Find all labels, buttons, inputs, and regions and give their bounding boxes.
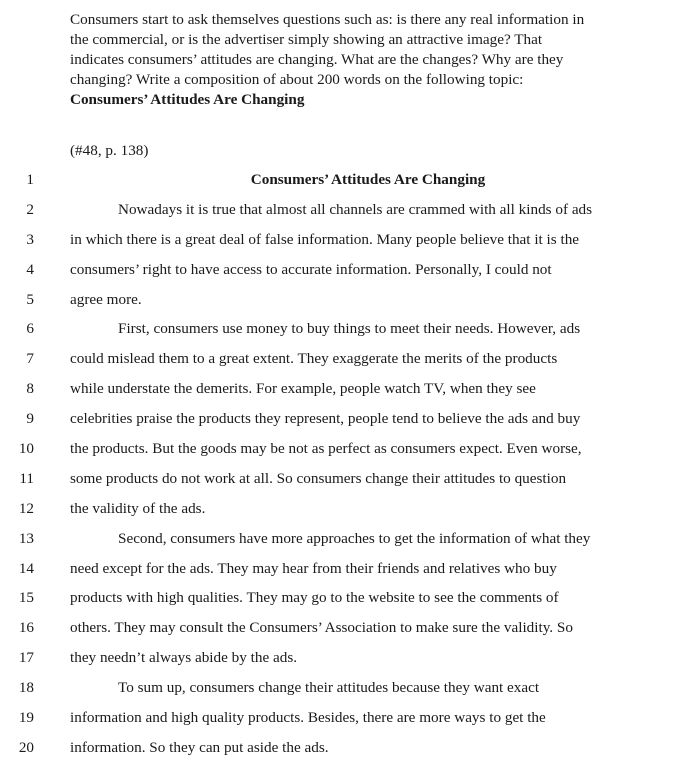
line-text: products with high qualities. They may go to the website to see the comments of xyxy=(70,589,559,607)
line-number: 16 xyxy=(18,619,34,637)
prompt-line: Consumers start to ask themselves questions such as: is there any real information in xyxy=(70,11,585,28)
line-text: some products do not work at all. So consumers change their attitudes to question xyxy=(70,469,567,487)
prompt-topic: Consumers’ Attitudes Are Changing xyxy=(70,91,305,108)
line-number: 1 xyxy=(26,171,34,188)
line-text: Nowadays it is true that almost all channels are crammed with all kinds of ads xyxy=(118,200,593,218)
source-reference: (#48, p. 138) xyxy=(70,142,149,159)
line-number: 8 xyxy=(26,380,34,398)
line-number: 17 xyxy=(18,649,34,667)
line-number: 5 xyxy=(26,290,34,308)
essay-line xyxy=(0,405,676,435)
line-text: Second, consumers have more approaches to get the information of what they xyxy=(118,529,591,547)
line-number: 11 xyxy=(19,469,34,487)
essay-line xyxy=(0,315,676,345)
essay-line xyxy=(0,644,676,674)
essay-line xyxy=(0,495,676,525)
essay-line xyxy=(0,435,676,465)
line-text: others. They may consult the Consumers’ Association to make sure the validity. So xyxy=(70,619,573,637)
line-number: 6 xyxy=(26,320,34,338)
essay-line xyxy=(0,704,676,734)
essay-line xyxy=(0,375,676,405)
line-text: consumers’ right to have access to accurate information. Personally, I could not xyxy=(70,260,552,278)
line-number: 2 xyxy=(26,200,34,218)
essay-line xyxy=(0,525,676,555)
essay-line xyxy=(0,345,676,375)
line-number: 15 xyxy=(18,589,34,607)
line-text: in which there is a great deal of false information. Many people believe that it is the xyxy=(70,230,580,248)
line-number: 9 xyxy=(26,410,34,428)
prompt-line: indicates consumers’ attitudes are changing. What are the changes? Why are they xyxy=(70,51,564,68)
essay-line xyxy=(0,555,676,585)
essay-line xyxy=(0,465,676,495)
line-text: the products. But the goods may be not as perfect as consumers expect. Even worse, xyxy=(70,440,582,458)
essay-line xyxy=(0,196,676,226)
line-text: To sum up, consumers change their attitudes because they want exact xyxy=(118,679,540,697)
line-text: could mislead them to a great extent. They exaggerate the merits of the products xyxy=(70,350,558,368)
essay-line xyxy=(0,226,676,256)
line-number: 10 xyxy=(18,440,34,458)
essay-line xyxy=(0,286,676,316)
line-number: 14 xyxy=(18,559,34,577)
line-text: they needn’t always abide by the ads. xyxy=(70,649,298,667)
essay-line xyxy=(0,584,676,614)
line-text: while understate the demerits. For example, people watch TV, when they see xyxy=(70,380,536,398)
line-number: 18 xyxy=(18,679,34,697)
essay-line xyxy=(0,734,676,764)
essay-line xyxy=(0,166,676,196)
prompt-line: changing? Write a composition of about 200 words on the following topic: xyxy=(70,71,524,88)
line-text: agree more. xyxy=(70,290,142,308)
line-number: 19 xyxy=(18,709,34,727)
line-number: 12 xyxy=(18,499,34,517)
prompt-line: the commercial, or is the advertiser simply showing an attractive image? That xyxy=(70,31,543,48)
line-number: 20 xyxy=(18,738,34,756)
line-text: need except for the ads. They may hear from their friends and relatives who buy xyxy=(70,559,557,577)
line-number: 13 xyxy=(18,529,34,547)
essay-line xyxy=(0,674,676,704)
essay-line xyxy=(0,256,676,286)
line-number: 4 xyxy=(26,260,34,278)
essay-line xyxy=(0,614,676,644)
line-text: celebrities praise the products they represent, people tend to believe the ads and buy xyxy=(70,410,581,428)
essay-title: Consumers’ Attitudes Are Changing xyxy=(250,171,486,188)
writing-prompt xyxy=(70,10,670,110)
line-text: First, consumers use money to buy things to meet their needs. However, ads xyxy=(118,320,581,338)
line-text: information and high quality products. Besides, there are more ways to get the xyxy=(70,709,546,727)
line-text: information. So they can put aside the ads. xyxy=(70,738,329,756)
line-text: the validity of the ads. xyxy=(70,499,206,517)
line-number: 3 xyxy=(26,230,34,248)
line-number: 7 xyxy=(26,350,34,368)
essay-body xyxy=(0,166,676,764)
